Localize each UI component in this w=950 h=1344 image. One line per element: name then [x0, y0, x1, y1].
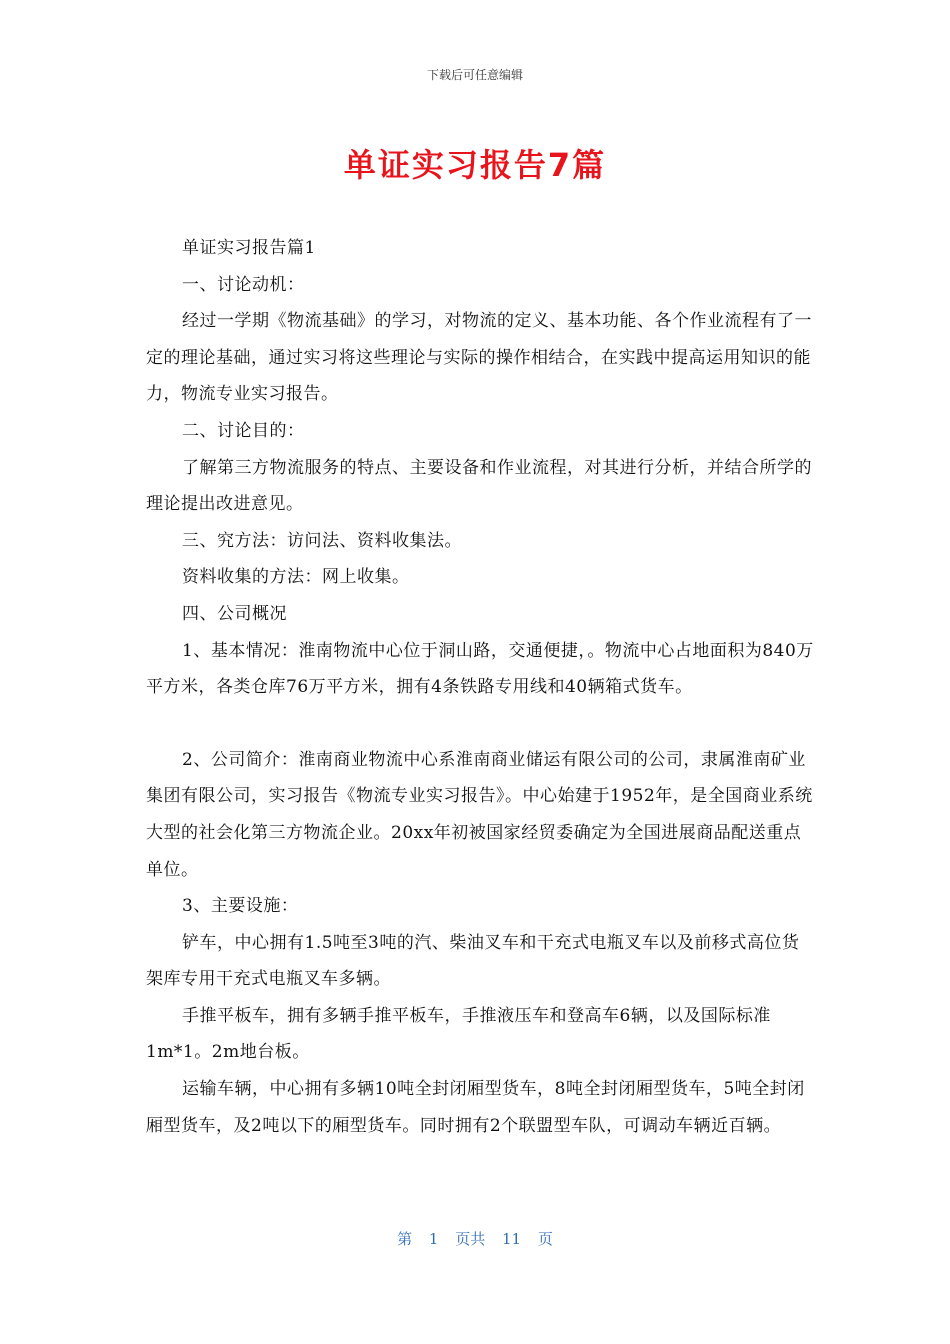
- subheading-company: 四、公司概况: [182, 603, 287, 624]
- paragraph: 铲车，中心拥有1.5吨至3吨的汽、柴油叉车和干充式电瓶叉车以及前移式高位货架库专用干充式电瓶叉车多辆。: [146, 932, 800, 990]
- paragraph: 经过一学期《物流基础》的学习，对物流的定义、基本功能、各个作业流程有了一定的理论基础，通过实习将这些理论与实际的操作相结合，在实践中提高运用知识的能力，物流专业实习报告。: [146, 311, 812, 405]
- paragraph: 了解第三方物流服务的特点、主要设备和作业流程，对其进行分析，并结合所学的理论提出改进意见。: [146, 457, 812, 515]
- paragraph: 手推平板车，拥有多辆手推平板车，手推液压车和登高车6辆，以及国际标准1m*1。2m地台板。: [146, 1005, 771, 1063]
- page-footer: 第 1 页共 11 页: [397, 1230, 553, 1248]
- subheading-purpose: 二、讨论目的：: [182, 420, 305, 441]
- page-header-note: 下载后可任意编辑: [426, 68, 523, 82]
- subheading-motivation: 一、讨论动机：: [182, 274, 305, 295]
- subheading-method: 三、究方法：访问法、资料收集法。: [182, 530, 462, 551]
- document-title: 单证实习报告7篇: [343, 146, 607, 184]
- section-heading: 单证实习报告篇1: [182, 238, 316, 258]
- document-body: [146, 230, 816, 1144]
- paragraph: 运输车辆，中心拥有多辆10吨全封闭厢型货车，8吨全封闭厢型货车，5吨全封闭厢型货车，及2吨以下的厢型货车。同时拥有2个联盟型车队，可调动车辆近百辆。: [146, 1079, 805, 1136]
- subheading-facilities: 3、主要设施：: [182, 896, 299, 917]
- paragraph: 2、公司简介：淮南商业物流中心系淮南商业储运有限公司的公司，隶属淮南矿业集团有限公司，实习报告《物流专业实习报告》。中心始建于1952年，是全国商业系统大型的社会化第三方物流企业。20xx年初被国家经贸委确定为全国进展商品配送重点单位。: [146, 749, 813, 880]
- paragraph: 1、基本情况：淮南物流中心位于洞山路，交通便捷，。物流中心占地面积为840万平方米，各类仓库76万平方米，拥有4条铁路专用线和40辆箱式货车。: [146, 640, 814, 698]
- paragraph: 资料收集的方法：网上收集。: [182, 567, 410, 588]
